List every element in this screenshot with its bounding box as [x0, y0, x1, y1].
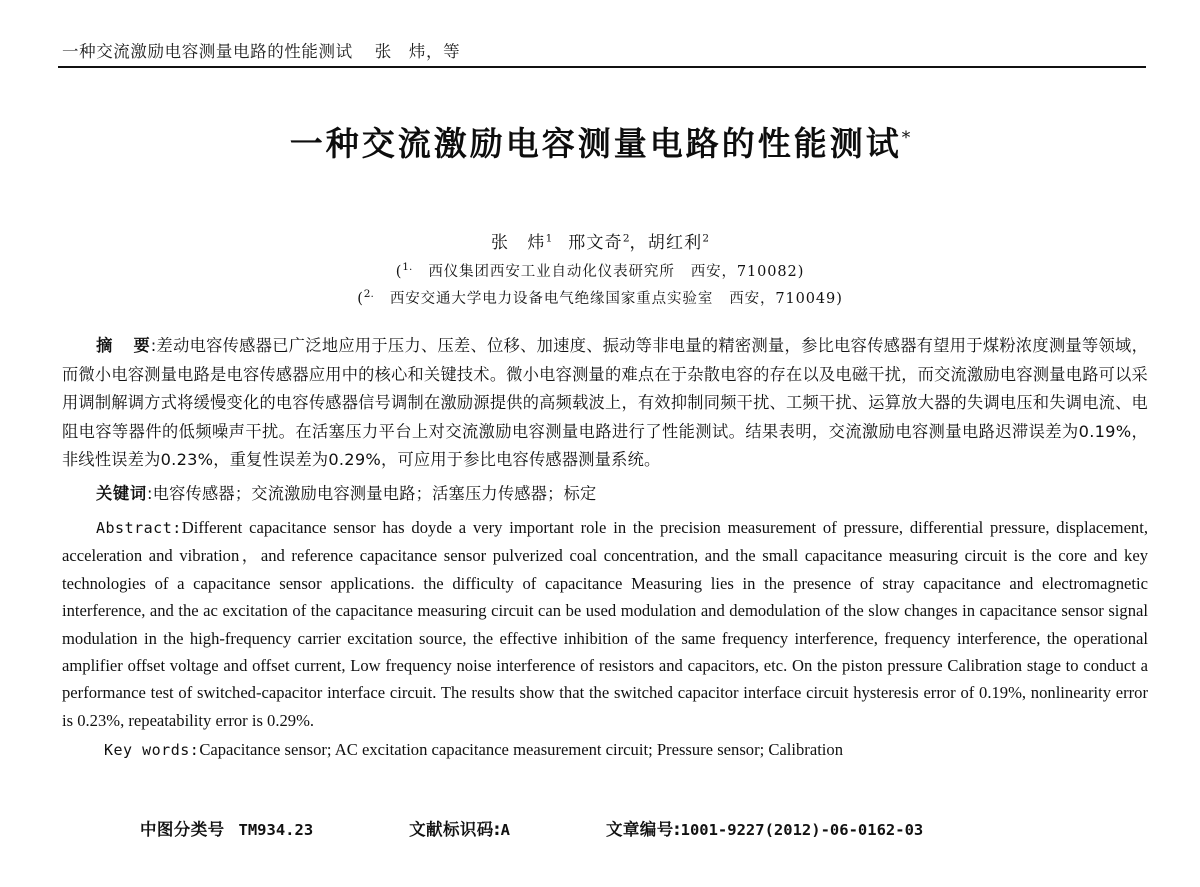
document-code [409, 816, 510, 840]
chinese-keywords-label: 关键词 [96, 483, 147, 503]
document-code-label: 文献标识码: [409, 820, 501, 839]
english-abstract [62, 514, 1148, 734]
author-affil-marker-1: 1 [545, 232, 553, 245]
affiliation-list [0, 256, 1200, 310]
english-keywords-text: Capacitance sensor; AC excitation capacitance measurement circuit; Pressure sensor; Calibration [199, 740, 844, 760]
affiliation-item-2 [0, 283, 1200, 310]
title-block [0, 118, 1200, 165]
clc-number-label: 中图分类号 [140, 820, 225, 839]
english-abstract-colon: : [172, 518, 182, 537]
author-list [0, 228, 1200, 253]
english-keywords-colon: : [189, 741, 200, 760]
affiliation-open-paren-1: ( [395, 263, 403, 280]
affiliation-marker-2: 2. [363, 287, 374, 300]
document-code-value: A [500, 821, 510, 839]
author-separator-1: ， [629, 233, 648, 253]
article-id [606, 816, 923, 840]
english-abstract-text: Different capacitance sensor has doyde a very important role in the precision measurement of pressure, differential pressure, displacement, acceleration and vibration，and reference capacitance sensor pulverized coal concentration, and the small capacitance measuring circuit is the core and key technologies of a capacitance sensor applications. the difficulty of capacitance Measuring lies in the presence of stray capacitance and electromagnetic interference, and the ac excitation of the capacitance measuring circuit can be used modulation and demodulation of the slow changes in capacitance sensor signal modulation in the high-frequency carrier excitation source, the effective inhibition of the same frequency interference, frequency interference, the operational amplifier offset voltage and offset current, Low frequency noise interference of resistors and capacitors, etc. On the piston pressure Calibration stage to conduct a performance test of switched-capacitor interface circuit. The results show that the switched capacitor interface circuit hysteresis error of 0.19%, nonlinearity error is 0.23%, repeatability error is 0.29%. [62, 517, 1148, 730]
running-header-author: 张 炜，等 [374, 42, 461, 61]
running-header [62, 38, 1147, 62]
affiliation-text-2: 西安交通大学电力设备电气绝缘国家重点实验室 [389, 290, 714, 307]
article-body [62, 332, 1148, 763]
affiliation-close-paren-2: ) [836, 290, 843, 307]
article-id-value: 1001-9227(2012)-06-0162-03 [680, 821, 924, 839]
english-abstract-label: Abstract [96, 518, 173, 537]
page-title [290, 118, 911, 165]
author-affil-marker-3: 2 [702, 232, 710, 245]
affiliation-open-paren-2: ( [357, 290, 364, 307]
chinese-abstract-label-b: 要 [133, 336, 151, 355]
affiliation-city-1: 西安，710082 [690, 263, 798, 280]
clc-number [140, 816, 313, 840]
running-header-title: 一种交流激励电容测量电路的性能测试 [62, 42, 353, 61]
author-name-1: 张 炜 [490, 233, 546, 253]
chinese-abstract-label [96, 336, 151, 355]
affiliation-close-paren-1: ) [797, 263, 805, 280]
chinese-abstract-colon: : [150, 336, 157, 355]
classification-row [140, 816, 1148, 840]
affiliation-marker-1: 1. [402, 261, 413, 273]
author-name-2: 邢文奇 [568, 233, 623, 253]
header-divider-rule [58, 66, 1146, 68]
author-name-3: 胡红利 [647, 233, 703, 253]
chinese-keywords-text: 电容传感器；交流激励电容测量电路；活塞压力传感器；标定 [152, 483, 597, 503]
affiliation-item-1 [0, 256, 1200, 283]
clc-number-value: TM934.23 [238, 821, 314, 839]
chinese-abstract-label-a: 摘 [96, 336, 114, 355]
chinese-keywords [62, 480, 1148, 507]
chinese-abstract-text: 差动电容传感器已广泛地应用于压力、压差、位移、加速度、振动等非电量的精密测量，参比电容传感器有望用于煤粉浓度测量等领域，而微小电容测量电路是电容传感器应用中的核心和关键技术。微小电容测量的难点在于杂散电容的存在以及电磁干扰，而交流激励电容测量电路可以采用调制解调方式将缓慢变化的电容传感器信号调制在激励源提供的高频载波上，有效抑制同频干扰、工频干扰、运算放大器的失调电压和失调电流、电阻电容等器件的低频噪声干扰。在活塞压力平台上对交流激励电容测量电路进行了性能测试。结果表明，交流激励电容测量电路迟滞误差为0.19%，非线性误差为0.23%，重复性误差为0.29%，可应用于参比电容传感器测量系统。 [62, 336, 1149, 470]
page-title-text: 一种交流激励电容测量电路的性能测试 [289, 124, 902, 163]
affiliation-text-1: 西仪集团西安工业自动化仪表研究所 [428, 263, 675, 280]
article-id-label: 文章编号: [606, 820, 681, 839]
affiliation-city-2: 西安，710049 [729, 290, 837, 307]
chinese-abstract [62, 332, 1148, 475]
english-keywords [62, 737, 1148, 763]
author-affil-marker-2: 2 [622, 232, 630, 245]
english-keywords-label: Key words [104, 741, 190, 760]
title-footnote-marker: * [901, 128, 911, 148]
chinese-keywords-colon: : [146, 483, 153, 503]
